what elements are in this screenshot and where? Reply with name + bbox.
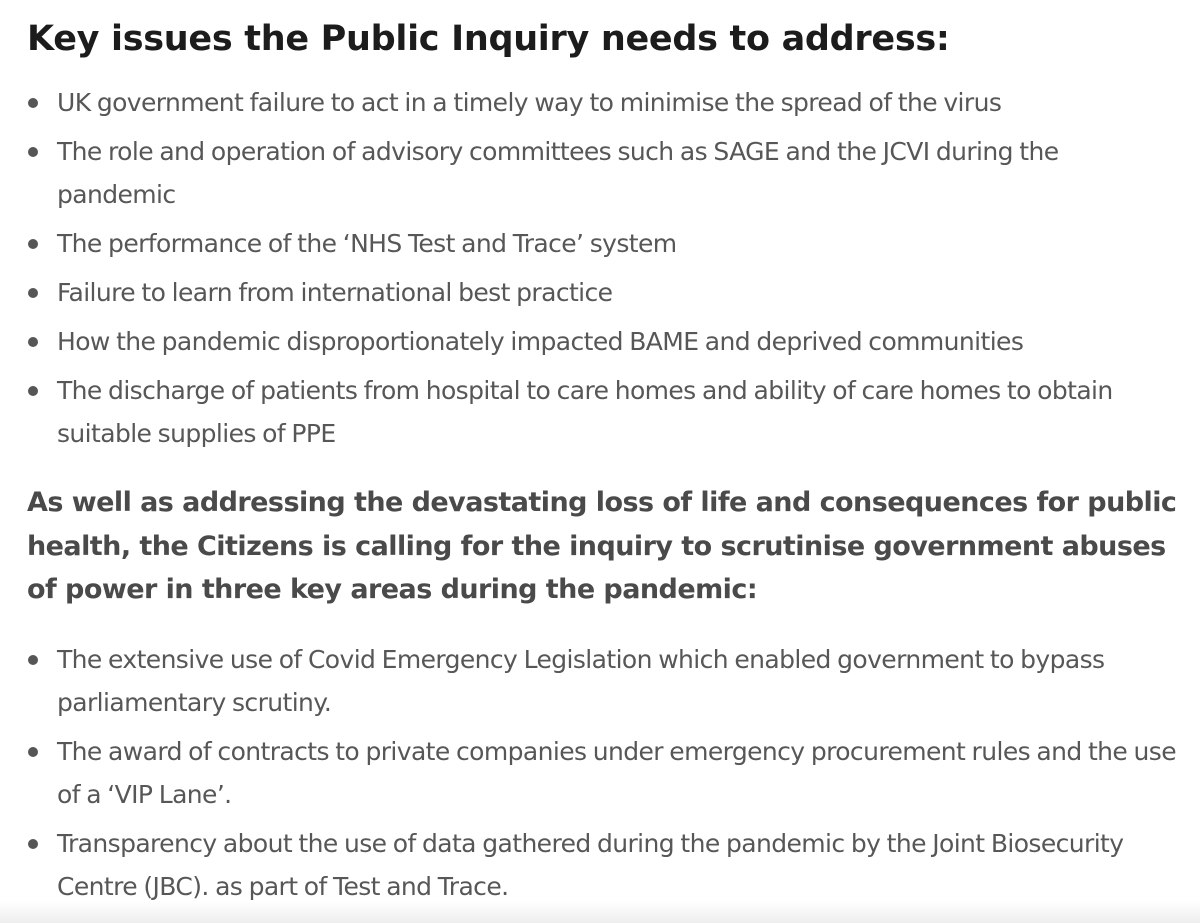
bullet-icon [28, 337, 38, 347]
list-item-text: The role and operation of advisory committees such as SAGE and the JCVI during the pandemic [57, 137, 1059, 209]
bullet-icon [28, 839, 38, 849]
bullet-icon [28, 747, 38, 757]
bullet-icon [28, 239, 38, 249]
list-item [0, 638, 1200, 724]
list-item [0, 822, 1200, 908]
list-item-text: How the pandemic disproportionately impacted BAME and deprived communities [57, 327, 1024, 356]
bullet-icon [28, 655, 38, 665]
list-item-text: The performance of the ‘NHS Test and Trace’ system [57, 229, 677, 258]
list-item [0, 320, 1200, 363]
bullet-icon [28, 147, 38, 157]
list-item-text: UK government failure to act in a timely way to minimise the spread of the virus [57, 88, 1002, 117]
list-item [0, 222, 1200, 265]
list-item [0, 730, 1200, 816]
list-item-text: The award of contracts to private companies under emergency procurement rules and the use of a ‘VIP Lane’. [57, 737, 1176, 809]
list-item [0, 81, 1200, 124]
list-item-text: The extensive use of Covid Emergency Legislation which enabled government to bypass parliamentary scrutiny. [57, 645, 1105, 717]
intro-paragraph: As well as addressing the devastating loss of life and consequences for public health, the Citizens is calling for the inquiry to scrutinise government abuses of power in three key areas during the pandemic: [27, 487, 1177, 605]
list-item-text: The discharge of patients from hospital to care homes and ability of care homes to obtain suitable supplies of PPE [57, 376, 1113, 448]
list-item [0, 130, 1200, 216]
bottom-edge-shadow [0, 901, 1200, 923]
key-issues-list [0, 81, 1200, 461]
abuses-of-power-list [0, 638, 1200, 914]
bullet-icon [28, 386, 38, 396]
list-item-text: Failure to learn from international best practice [57, 278, 613, 307]
bullet-icon [28, 288, 38, 298]
bullet-icon [28, 98, 38, 108]
list-item [0, 369, 1200, 455]
page-heading: Key issues the Public Inquiry needs to address: [27, 19, 950, 59]
list-item-text: Transparency about the use of data gathered during the pandemic by the Joint Biosecurity Centre (JBC). as part of Test and Trace. [57, 829, 1124, 901]
list-item [0, 271, 1200, 314]
